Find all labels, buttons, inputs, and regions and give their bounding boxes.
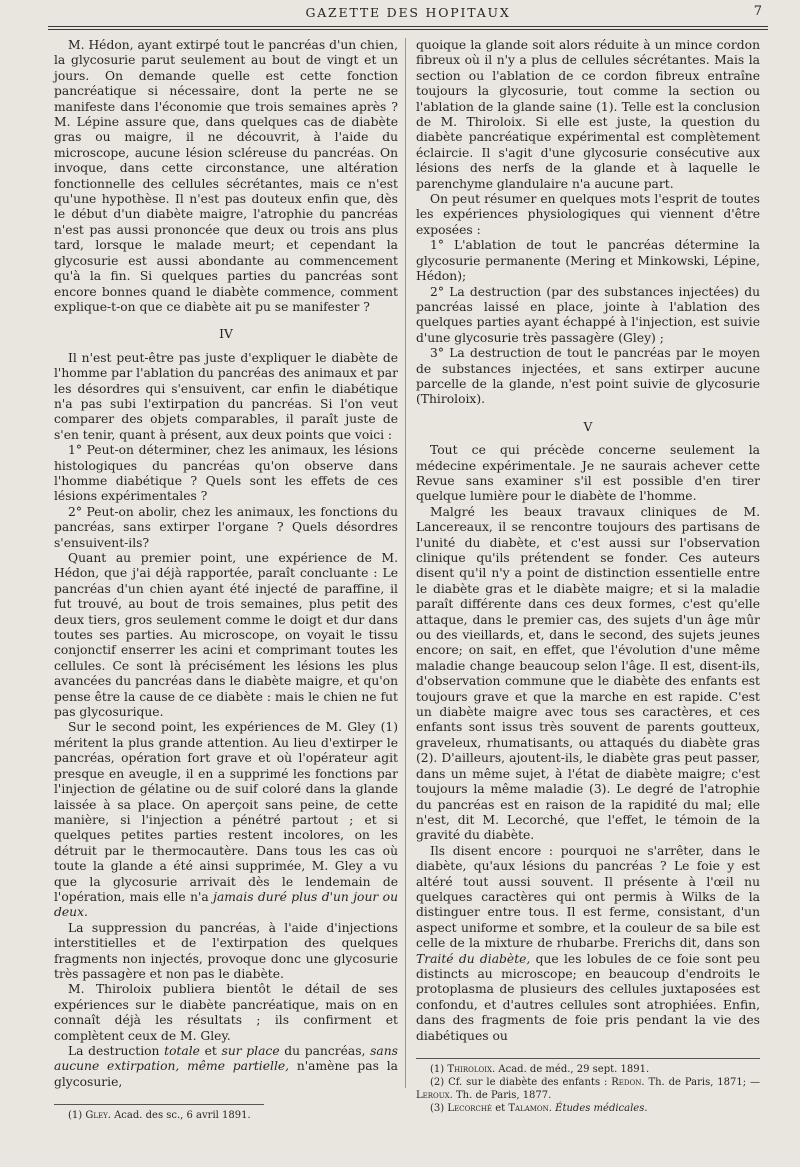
emphasis: jamais duré plus d'un jour ou deux. bbox=[54, 889, 398, 920]
left-column bbox=[54, 38, 398, 1122]
footnote-author: Talamon bbox=[508, 1103, 549, 1114]
emphasis: Traité du diabète, bbox=[416, 951, 531, 966]
text-run: du pancréas, bbox=[279, 1044, 371, 1058]
footnote-text: . Th. de Paris, 1871; — bbox=[641, 1077, 760, 1088]
footnote-text: . Th. de Paris, 1877. bbox=[449, 1090, 552, 1101]
footnote-text: . Acad. des sc., 6 avril 1891. bbox=[107, 1110, 251, 1122]
paragraph: On peut résumer en quelques mots l'esprit de toutes les expériences physiologiques qui viennent d'être exposées : bbox=[416, 192, 760, 237]
page-header bbox=[48, 0, 768, 26]
emphasis: sur place bbox=[221, 1044, 280, 1058]
paragraph: Tout ce qui précède concerne seulement la médecine expérimentale. Je ne saurais achever cette Revue sans examiner s'il est possible d'en tirer quelque lumière pour le diabète de l'homme. bbox=[416, 443, 760, 504]
section-heading-v: V bbox=[583, 419, 593, 434]
header-rule-double bbox=[48, 29, 768, 30]
paragraph bbox=[416, 844, 760, 1044]
footnote-text: et bbox=[492, 1103, 509, 1114]
footnote bbox=[416, 1102, 760, 1115]
paragraph: La suppression du pancréas, à l'aide d'injections interstitielles et de l'extirpation des quelques fragments non injectés, provoque donc une glycosurie très passagère et non pas le diabète. bbox=[54, 920, 398, 981]
emphasis: Études médicales. bbox=[555, 1103, 648, 1114]
footnote-rule bbox=[416, 1058, 760, 1059]
paragraph: Quant au premier point, une expérience de M. Hédon, que j'ai déjà rapportée, paraît concluante : Le pancréas d'un chien ayant été injecté de paraffine, il fut trouvé, au bout de trois semaines, plus petit des deux tiers, gros seulement comme le doigt et dur dans toutes ses parties. Au microscope, on voyait le tissu conjonctif enserrer les acini et comprimant toutes les cellules. Ce sont là précisément les lésions les plus avancées du pancréas dans le diabète maigre, et qu'on pense être la cause de ce diabète : mais le chien ne fut pas glycosurique. bbox=[54, 551, 398, 720]
paragraph: 1° Peut-on déterminer, chez les animaux, les lésions histologiques du pancréas qu'on observe dans l'homme diabétique ? Quels sont les effets de ces lésions expérimentales ? bbox=[54, 443, 398, 504]
paragraph: quoique la glande soit alors réduite à un mince cordon fibreux où il n'y a plus de cellules sécrétantes. Mais la section ou l'ablation de ce cordon fibreux entraîne toujours la glycosurie, tout comme la section ou l'ablation de la glande saine (1). Telle est la conclusion de M. Thiroloix. Si elle est juste, la question du diabète pancréatique expérimental est complètement éclaircie. Il s'agit d'une glycosurie consécutive aux lésions des nerfs de la glande et à laquelle le parenchyme glandulaire n'a aucune part. bbox=[416, 38, 760, 191]
footnote-number: (3) bbox=[430, 1103, 448, 1114]
paragraph: 3° La destruction de tout le pancréas par le moyen de substances injectées, et sans extirper aucune parcelle de la glande, n'est point suivie de glycosurie (Thiroloix). bbox=[416, 346, 760, 407]
section-heading-iv: IV bbox=[219, 327, 233, 342]
footnote-author: Thiroloix bbox=[447, 1064, 493, 1075]
footnote-author: Redon bbox=[611, 1077, 642, 1088]
paragraph: Malgré les beaux travaux cliniques de M. Lancereaux, il se rencontre toujours des partisans de l'unité du diabète, et c'est aussi sur l'observation clinique qu'ils prétendent se fonder. Ces auteurs disent qu'il n'y a point de distinction essentielle entre le diabète gras et le diabète maigre; et si la maladie paraît différente dans ces deux formes, c'est qu'elle attaque, dans le premier cas, des sujets d'un âge mûr ou des vieillards, et, dans le second, des sujets jeunes encore; on sait, en effet, que l'évolution d'une même maladie change beaucoup selon l'âge. Il est, disent-ils, d'observation commune que le diabète des enfants est toujours grave et que la marche en est rapide. C'est un diabète maigre avec tous ses caractères, et ces enfants sont issus très souvent de parents goutteux, graveleux, rhumatisants, ou attaqués du diabète gras (2). D'ailleurs, ajoutent-ils, le diabète gras peut passer, dans un même sujet, à l'état de diabète maigre; c'est toujours la même maladie (3). Le degré de l'atrophie du pancréas est en raison de la rapidité du mal; elle n'est, dit M. Lecorché, que l'effet, le témoin de la gravité du diabète. bbox=[416, 504, 760, 843]
right-column bbox=[416, 38, 760, 1115]
text-run: n'amène pas la glycosurie, bbox=[54, 1059, 398, 1089]
emphasis: totale bbox=[164, 1044, 200, 1058]
text-run: que les lobules de ce foie sont peu distincts au microscope; en beaucoup d'endroits le protoplasma de plusieurs des cellules juxtaposées est confondu, et d'autres cellules sont atrophiées. Enfin, dans des fragments de foie pris pendant la vie des diabétiques ou bbox=[416, 951, 760, 1043]
footnote-author: Leroux bbox=[416, 1090, 450, 1101]
text-run: Ils disent encore : pourquoi ne s'arrêter, dans le diabète, qu'aux lésions du pancréas ? Le foie y est altéré tout aussi souvent. Il présente à l'œil nu quelques caractères qui ont permis à Wilks de la distinguer entre tous. Il est ferme, consistant, d'un aspect uniforme et sombre, et la couleur de sa bile est celle de la mixture de rhubarbe. Frerichs dit, dans son bbox=[416, 843, 760, 951]
footnote-number: (1) bbox=[430, 1064, 448, 1075]
footnote-author: Gley bbox=[85, 1110, 108, 1122]
paragraph: M. Hédon, ayant extirpé tout le pancréas d'un chien, la glycosurie parut seulement au bout de vingt et un jours. On demande quelle est cette fonction pancréatique si nécessaire, dont la perte ne se manifeste dans l'économie que trois semaines après ? M. Lépine assure que, dans quelques cas de diabète gras ou maigre, il ne découvrit, à l'aide du microscope, aucune lésion scléreuse du pancréas. On invoque, dans cette circonstance, une altération fonctionnelle des cellules sécrétantes, mais ce n'est qu'une hypothèse. Il n'est pas douteux enfin que, dès le début d'un diabète maigre, l'atrophie du pancréas n'est pas aussi prononcée que deux ou trois ans plus tard, lorsque le malade meurt; et cependant la glycosurie est aussi abondante au commencement qu'à la fin. Si quelques parties du pancréas sont encore bonnes quand le diabète commence, comment explique-t-on que ce diabète ait pu se manifester ? bbox=[54, 38, 398, 314]
footnote-text: (2) Cf. sur le diabète des enfants : bbox=[430, 1077, 612, 1088]
paragraph: 1° L'ablation de tout le pancréas détermine la glycosurie permanente (Mering et Minkowski, Lépine, Hédon); bbox=[416, 238, 760, 284]
text-run: et bbox=[199, 1044, 222, 1058]
paragraph: M. Thiroloix publiera bientôt le détail de ses expériences sur le diabète pancréatique, mais on en connaît déjà les résultats ; ils confirment et complètent ceux de M. Gley. bbox=[54, 982, 398, 1043]
footnote bbox=[416, 1063, 760, 1076]
footnote bbox=[54, 1109, 398, 1122]
text-run: La destruction bbox=[68, 1044, 165, 1058]
paragraph: 2° La destruction (par des substances injectées) du pancréas laissé en place, jointe à l'ablation des quelques parties ayant échappé à l'injection, est suivie d'une glycosurie très passagère (Gley) ; bbox=[416, 284, 760, 345]
journal-title: GAZETTE DES HOPITAUX bbox=[305, 5, 511, 20]
footnote-rule bbox=[54, 1104, 264, 1105]
text-run: Sur le second point, les expériences de M. Gley (1) méritent la plus grande attention. Au lieu d'extirper le pancréas, opération fort grave et où l'opérateur agit presque en aveugle, il en a supprimé les fonctions par l'injection de gélatine ou de suif coloré dans la glande laissée à sa place. On aperçoit sans peine, de cette manière, si l'injection a pénétré partout ; et si quelques petites parties restent incolores, on les détruit par le thermocautère. Dans tous les cas où toute la glande a été ainsi supprimée, M. Gley a vu que la glycosurie arrivait dès le lendemain de l'opération, mais elle n'a bbox=[54, 720, 398, 904]
column-divider bbox=[405, 38, 406, 1088]
footnote-text: . bbox=[548, 1103, 556, 1114]
paragraph: 2° Peut-on abolir, chez les animaux, les fonctions du pancréas, sans extirper l'organe ? Quels désordres s'ensuivent-ils? bbox=[54, 504, 398, 550]
footnote bbox=[416, 1076, 760, 1102]
header-rule bbox=[48, 26, 768, 27]
footnote-author: Lecorché bbox=[447, 1103, 493, 1114]
footnote-text: . Acad. de méd., 29 sept. 1891. bbox=[492, 1064, 650, 1075]
page-number: 7 bbox=[753, 4, 762, 19]
paragraph: Il n'est peut-être pas juste d'expliquer le diabète de l'homme par l'ablation du pancréas des animaux et par les désordres qui s'ensuivent, car enfin le diabétique n'a pas subi l'extirpation du pancréas. Si l'on veut comparer des objets comparables, il paraît juste de s'en tenir, quant à présent, aux deux points que voici : bbox=[54, 350, 398, 442]
paragraph bbox=[54, 1044, 398, 1090]
footnote-number: (1) bbox=[68, 1110, 86, 1122]
emphasis: sans aucune extirpation, même partielle, bbox=[54, 1044, 398, 1074]
paragraph bbox=[54, 720, 398, 920]
